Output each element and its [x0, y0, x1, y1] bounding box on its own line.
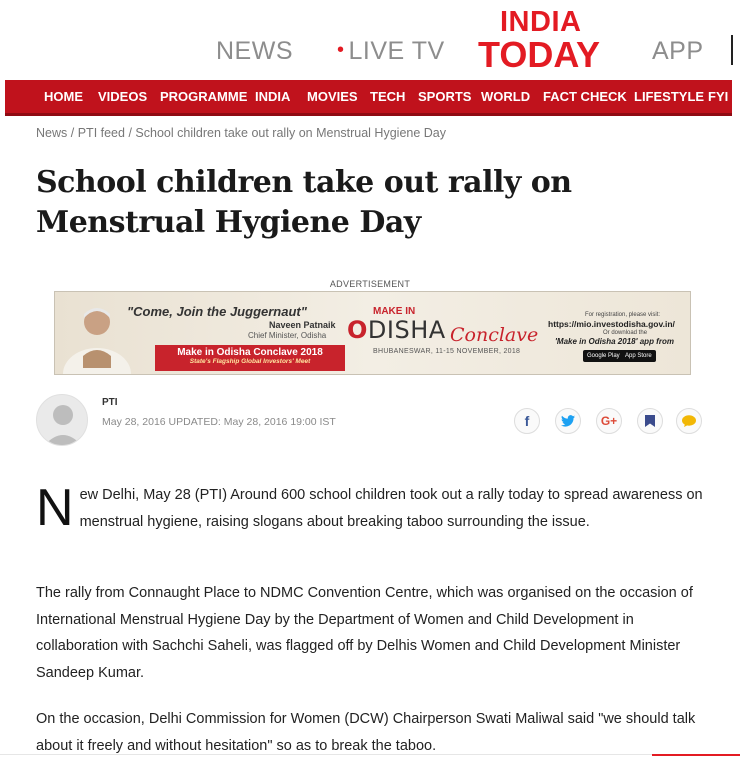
logo-india: INDIA [500, 6, 582, 38]
nav-tech[interactable]: TECH [370, 89, 406, 104]
paragraph-1-text: ew Delhi, May 28 (PTI) Around 600 school children took out a rally today to spread awareness on menstrual hygiene, raising slogans about breaking taboo surrounding the issue. [79, 487, 703, 530]
article-paragraph-1 [36, 479, 716, 537]
breadcrumb-current: School children take out rally on Menstrual Hygiene Day [135, 126, 446, 140]
ad-red-line1: Make in Odisha Conclave 2018 [177, 347, 323, 358]
site-header [0, 0, 740, 80]
main-nav [5, 80, 732, 116]
news-link[interactable]: NEWS [216, 37, 293, 65]
ad-odisha-rest: DISHA [367, 316, 446, 344]
breadcrumb-news[interactable]: News [36, 126, 68, 140]
ad-name: Naveen Patnaik [269, 320, 336, 330]
nav-lifestyle[interactable]: LIFESTYLE [634, 89, 705, 104]
drop-cap: N [36, 479, 74, 537]
google-plus-icon[interactable]: G+ [596, 408, 622, 434]
nav-world[interactable]: WORLD [481, 89, 531, 104]
avatar-placeholder-icon [37, 395, 88, 446]
nav-fyi[interactable]: FYI [708, 89, 729, 104]
nav-movies[interactable]: MOVIES [307, 89, 358, 104]
ad-title: Chief Minister, Odisha [248, 331, 327, 340]
bottom-accent-bar [652, 754, 740, 756]
nav-india[interactable]: INDIA [255, 89, 291, 104]
breadcrumb-pti-feed[interactable]: PTI feed [77, 126, 125, 140]
ad-odisha-o: O [347, 316, 368, 344]
ad-quote: "Come, Join the Juggernaut" [127, 304, 307, 319]
live-tv-link[interactable] [337, 37, 445, 66]
advertisement-banner[interactable] [54, 291, 691, 375]
live-dot-icon: • [337, 39, 345, 61]
bookmark-icon[interactable] [637, 408, 663, 434]
ad-make-in: MAKE IN [373, 306, 416, 317]
bookmark-shape-icon [645, 415, 655, 427]
app-store-badge[interactable]: App Store [621, 350, 656, 362]
nav-videos[interactable]: VIDEOS [98, 89, 148, 104]
author-name[interactable]: PTI [102, 397, 118, 408]
ad-url[interactable]: https://mio.investodisha.gov.in/ [548, 319, 675, 329]
comment-bubble-icon [682, 415, 696, 427]
author-avatar [36, 394, 88, 446]
ad-odisha-logo [347, 316, 446, 344]
facebook-icon[interactable]: f [514, 408, 540, 434]
header-edge-divider [731, 35, 733, 65]
twitter-bird-icon [561, 415, 575, 427]
article-paragraph-2: The rally from Connaught Place to NDMC Convention Centre, which was organised on the occasion of International Menstrual Hygiene Day by the Department of Women and Child Development in collaboration with Sachchi Saheli, was flagged off by Delhis Women and Child Development Minister Sandeep Kumar. [36, 585, 693, 681]
twitter-icon[interactable] [555, 408, 581, 434]
comment-icon[interactable] [676, 408, 702, 434]
ad-or-download: Or download the [603, 330, 648, 336]
article-headline: School children take out rally on Menstrual Hygiene Day [36, 165, 572, 240]
ad-app-text: 'Make in Odisha 2018' app from [555, 337, 674, 346]
article-dateline: May 28, 2016 UPDATED: May 28, 2016 19:00 IST [102, 416, 336, 428]
logo-today: TODAY [478, 34, 601, 75]
breadcrumb-separator: / [128, 126, 132, 140]
ad-location: BHUBANESWAR, 11-15 NOVEMBER, 2018 [373, 348, 521, 355]
ad-red-block [155, 345, 345, 371]
nav-home[interactable]: HOME [44, 89, 83, 104]
live-tv-label: LIVE TV [348, 37, 445, 65]
advertisement-label: ADVERTISEMENT [329, 279, 411, 289]
ad-registration-text: For registration, please visit: [585, 312, 661, 318]
ad-conclave: Conclave [450, 324, 539, 346]
google-play-badge[interactable]: Google Play [583, 350, 624, 362]
india-today-logo[interactable] [478, 6, 610, 76]
ad-red-line2: State's Flagship Global Investors' Meet [189, 358, 311, 365]
nav-programme[interactable]: PROGRAMME [160, 89, 248, 104]
breadcrumb-separator: / [70, 126, 75, 140]
breadcrumb [36, 126, 446, 140]
nav-sports[interactable]: SPORTS [418, 89, 472, 104]
article-paragraph-3: On the occasion, Delhi Commission for Women (DCW) Chairperson Swati Maliwal said "we should talk about it freely and without hesitation" so as to break the taboo. [36, 711, 696, 754]
bottom-divider [0, 754, 740, 755]
app-link[interactable]: APP [652, 37, 704, 65]
nav-fact-check[interactable]: FACT CHECK [543, 89, 627, 104]
